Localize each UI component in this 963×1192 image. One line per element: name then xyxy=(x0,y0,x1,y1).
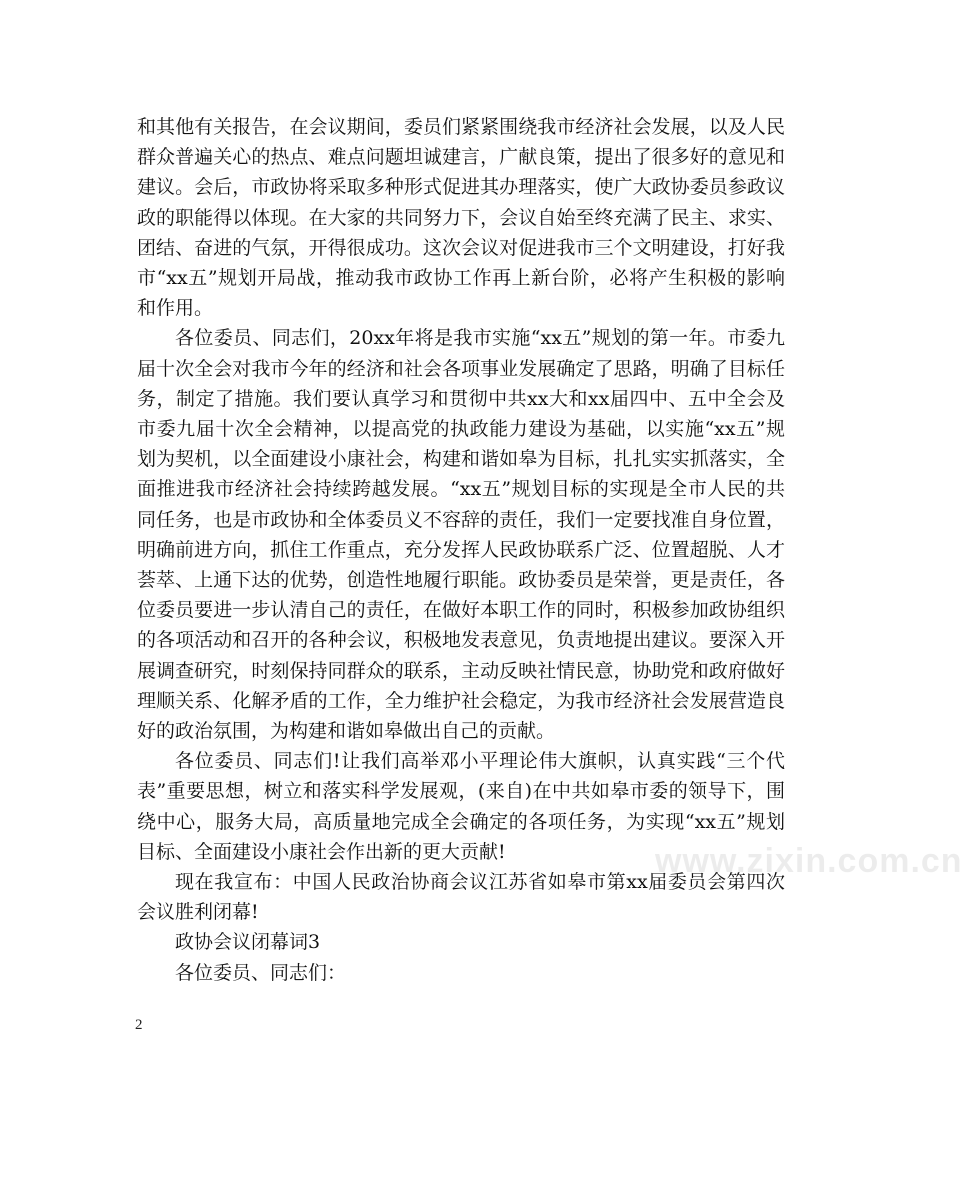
page-number: 2 xyxy=(135,1017,143,1033)
paragraph-2: 各位委员、同志们，20xx年将是我市实施“xx五”规划的第一年。市委九届十次全会对我市今年的经济和社会各项事业发展确定了思路，明确了目标任务，制定了措施。我们要认真学习和贯彻中共xx大和xx届四中、五中全会及市委九届十次全会精神，以提高党的执政能力建设为基础，以实施“xx五”规划为契机，以全面建设小康社会，构建和谐如皋为目标，扎扎实实抓落实，全面推进我市经济社会持续跨越发展。“xx五”规划目标的实现是全市人民的共同任务，也是市政协和全体委员义不容辞的责任，我们一定要找准自身位置，明确前进方向，抓住工作重点，充分发挥人民政协联系广泛、位置超脱、人才荟萃、上通下达的优势，创造性地履行职能。政协委员是荣誉，更是责任，各位委员要进一步认清自己的责任，在做好本职工作的同时，积极参加政协组织的各项活动和召开的各种会议，积极地发表意见，负责地提出建议。要深入开展调查研究，时刻保持同群众的联系，主动反映社情民意，协助党和政府做好理顺关系、化解矛盾的工作，全力维护社会稳定，为我市经济社会发展营造良好的政治氛围，为构建和谐如皋做出自己的贡献。 xyxy=(137,327,785,743)
watermark-text: www.zixin.com.cn xyxy=(655,842,963,880)
salutation: 各位委员、同志们： xyxy=(175,961,347,984)
paragraph-3: 各位委员、同志们!让我们高举邓小平理论伟大旗帜，认真实践“三个代表”重要思想，树立和落实科学发展观，(来自)在中共如皋市委的领导下，围绕中心，服务大局，高质量地完成全会确定的各项任务，为实现“xx五”规划目标、全面建设小康社会作出新的更大贡献! xyxy=(137,750,785,863)
section-heading: 政协会议闭幕词3 xyxy=(175,931,321,954)
paragraph-4: 现在我宣布：中国人民政治协商会议江苏省如皋市第xx届委员会第四次会议胜利闭幕! xyxy=(137,871,785,924)
paragraph-1: 和其他有关报告，在会议期间，委员们紧紧围绕我市经济社会发展，以及人民群众普遍关心的热点、难点问题坦诚建言，广献良策，提出了很多好的意见和建议。会后，市政协将采取多种形式促进其办理落实，使广大政协委员参政议政的职能得以体现。在大家的共同努力下，会议自始至终充满了民主、求实、团结、奋进的气氛，开得很成功。这次会议对促进我市三个文明建设，打好我市“xx五”规划开局战，推动我市政协工作再上新台阶，必将产生积极的影响和作用。 xyxy=(137,116,785,320)
